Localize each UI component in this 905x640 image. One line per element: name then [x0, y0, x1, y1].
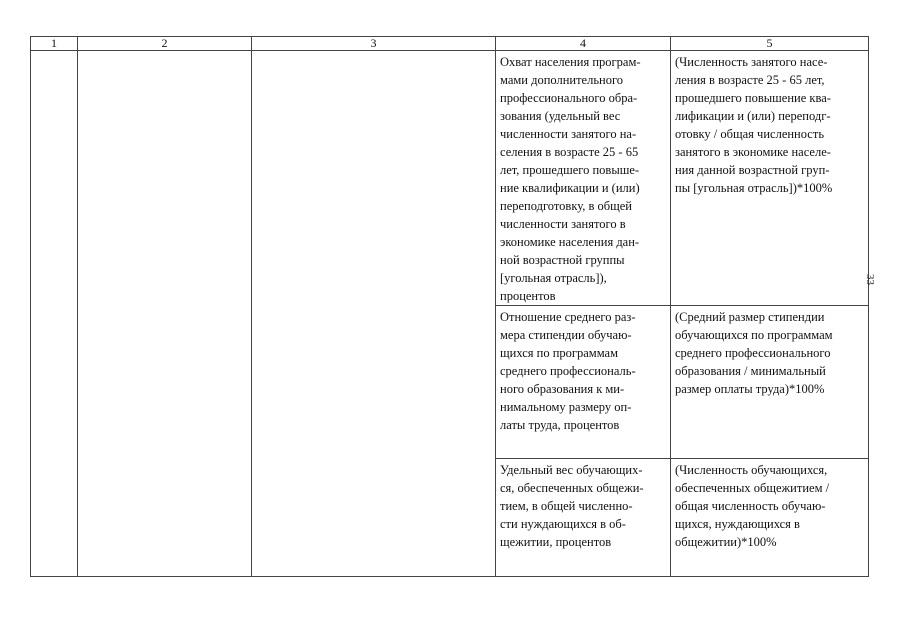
col2-cell — [78, 51, 252, 577]
column-header-5: 5 — [671, 37, 869, 51]
formula-text: (Численность обучающихся, обеспеченных общежитием / общая численность обучаю- щихся, нуждающихся в общежитии)*100% — [675, 463, 830, 549]
indicator-text: Удельный вес обучающих- ся, обеспеченных общежи- тием, в общей численно- сти нуждающихся в об- щежитии, процентов — [500, 463, 644, 549]
col1-cell — [31, 51, 78, 577]
indicator-cell — [496, 459, 671, 577]
indicator-text: Охват населения програм- мами дополнительного профессионального обра- зования (удельный вес численности занятого на- селения в возрасте 25 - 65 лет, прошедшего повыше- ние квалификации и (или) переподготовку, в общей численности занятого в экономике населения дан- ной возрастной группы [угольная отрасль]), процентов — [500, 55, 641, 303]
header-row — [31, 37, 869, 51]
formula-cell — [671, 51, 869, 306]
indicator-table — [30, 36, 869, 577]
column-header-3: 3 — [252, 37, 496, 51]
indicator-cell — [496, 51, 671, 306]
column-header-2: 2 — [78, 37, 252, 51]
table-row — [31, 51, 869, 306]
page-number: 33 — [864, 274, 876, 285]
col3-cell — [252, 51, 496, 577]
formula-text: (Численность занятого насе- ления в возрасте 25 - 65 лет, прошедшего повышение ква- лификации и (или) переподг- отовку / общая численность занятого в экономике населе- ния данной возрастной груп- пы [угольная отрасль])*100% — [675, 55, 833, 195]
formula-cell — [671, 306, 869, 459]
indicator-cell — [496, 306, 671, 459]
indicator-text: Отношение среднего раз- мера стипендии обучаю- щихся по программам среднего профессиональ- ного образования к ми- нимальному размеру оп- латы труда, процентов — [500, 310, 636, 432]
column-header-4: 4 — [496, 37, 671, 51]
formula-cell — [671, 459, 869, 577]
formula-text: (Средний размер стипендии обучающихся по программам среднего профессионального образования / минимальный размер оплаты труда)*100% — [675, 310, 833, 396]
column-header-1: 1 — [31, 37, 78, 51]
